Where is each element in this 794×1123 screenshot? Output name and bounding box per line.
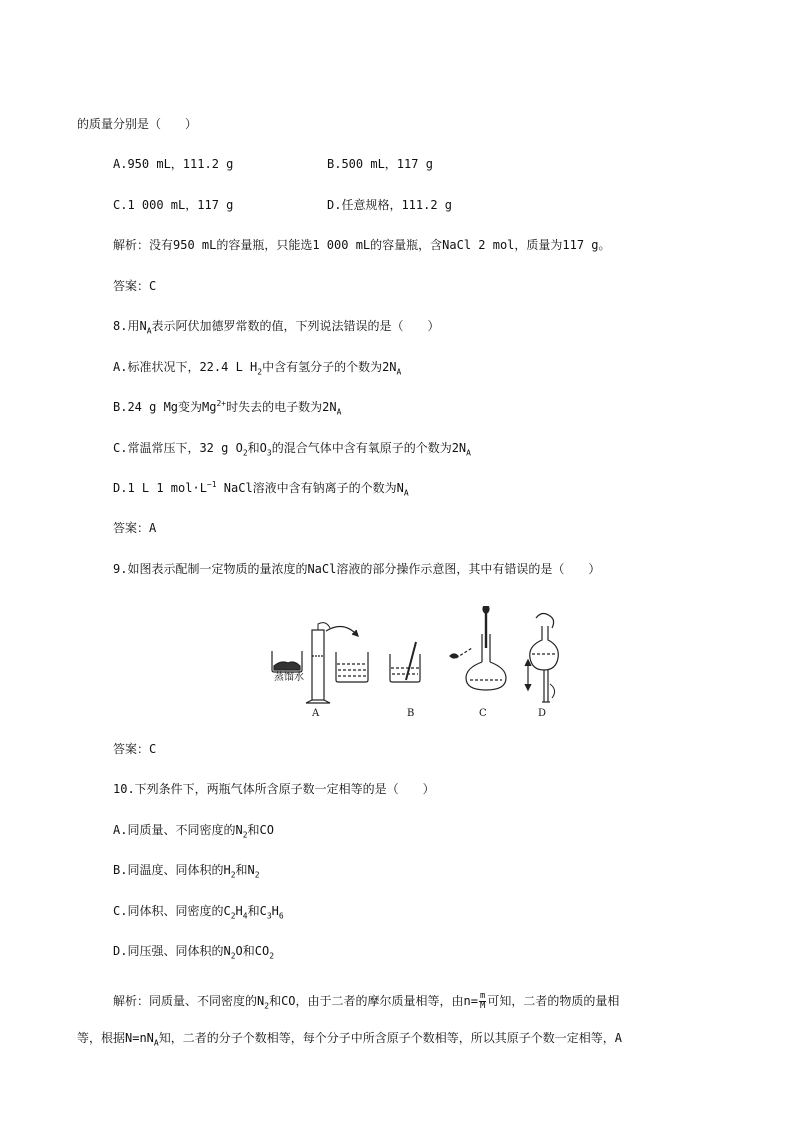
q10-option-a: A.同质量、不同密度的$N_2$和CO bbox=[113, 823, 274, 840]
q10-analysis-line1: 解析：同质量、不同密度的$N_2$和CO，由于二者的摩尔质量相等，由n= $\frac{m}{M}$ 可知，二者的物质的量相 bbox=[113, 991, 620, 1011]
lab-operations-diagram bbox=[266, 606, 566, 731]
panel-label-d: D bbox=[538, 708, 547, 719]
q8-option-d: D.1 L 1 $mol\cdot L^{-1}$ NaCl溶液中含有钠离子的个数为$N_A$ bbox=[113, 480, 409, 498]
q7-option-a: A.950 mL，111.2 g bbox=[113, 157, 234, 171]
eye-sight-line-icon bbox=[456, 648, 472, 658]
panel-label-b: B bbox=[407, 708, 415, 719]
q7-option-d: D.任意规格，111.2 g bbox=[327, 198, 453, 212]
water-label: 蒸馏水 bbox=[274, 672, 304, 683]
q7-option-c: C.1 000 mL，117 g bbox=[113, 198, 234, 212]
q8-option-a: A.标准状况下，22.4 L $H_2$中含有氢分子的个数为$2N_A$ bbox=[113, 360, 402, 377]
beaker-liquid-icon bbox=[336, 652, 368, 682]
q8-option-c: C.常温常压下，32 g $O_2$和$O_3$的混合气体中含有氧原子的个数为$2N_A$ bbox=[113, 441, 471, 458]
q8-option-b: B.24 g Mg变为$Mg^{2+}$时失去的电子数为$2N_A$ bbox=[113, 399, 342, 417]
q9-figure bbox=[266, 606, 566, 731]
hand-icon bbox=[536, 613, 554, 628]
q9-stem: 9.如图表示配制一定物质的量浓度的NaCl溶液的部分操作示意图，其中有错误的是（ ） bbox=[113, 562, 601, 576]
q10-option-c: C.同体积、同密度的$C_2H_4$和$C_3H_6$ bbox=[113, 904, 284, 921]
q10-option-d: D.同压强、同体积的$N_2O$和$CO_2$ bbox=[113, 944, 275, 961]
q7-analysis: 解析：没有950 mL的容量瓶，只能选1 000 mL的容量瓶，含NaCl 2 mol，质量为117 g。 bbox=[113, 238, 611, 252]
panel-label-c: C bbox=[479, 708, 487, 719]
beaker-stir-icon bbox=[390, 654, 420, 682]
q7-answer: 答案：C bbox=[113, 279, 157, 293]
q10-stem: 10.下列条件下，两瓶气体所含原子数一定相等的是（ ） bbox=[113, 782, 435, 796]
fraction-m-over-M: $\frac{m}{M}$ bbox=[479, 991, 486, 1011]
q10-analysis-line2: 等，根据$N=nN_A$知，二者的分子个数相等，每个分子中所含原子个数相等，所以其原子个数一定相等，A bbox=[77, 1031, 622, 1048]
q8-stem: 8.用$N_A$表示阿伏加德罗常数的值，下列说法错误的是（ ） bbox=[113, 319, 440, 336]
graduated-cylinder-icon bbox=[312, 630, 324, 700]
q10-option-b: B.同温度、同体积的$H_2$和$N_2$ bbox=[113, 863, 260, 880]
q9-answer: 答案：C bbox=[113, 742, 157, 756]
q7-tail: 的质量分别是（ ） bbox=[77, 117, 198, 131]
volumetric-flask-icon bbox=[466, 662, 506, 690]
q7-option-b: B.500 mL，117 g bbox=[327, 157, 433, 171]
eye-icon bbox=[450, 654, 458, 658]
q8-answer: 答案：A bbox=[113, 521, 157, 535]
panel-label-a: A bbox=[312, 708, 320, 719]
